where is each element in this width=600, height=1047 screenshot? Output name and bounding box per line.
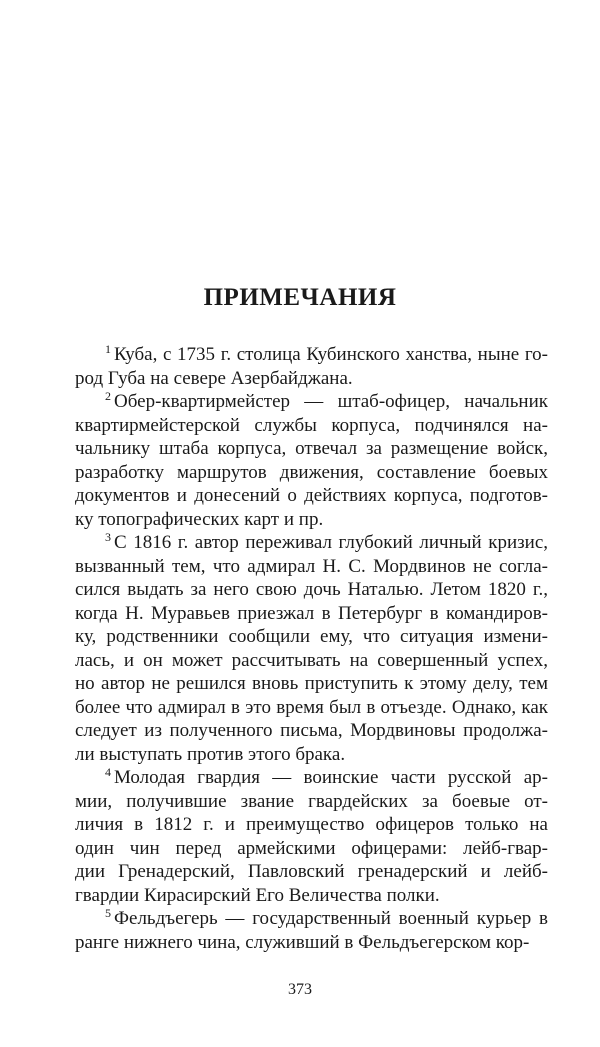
footnote-text: но автор не решился вновь приступить к этому делу, тем [75,673,548,694]
footnote-text: гвардии Кирасирский Его Величества полки. [75,884,440,906]
footnote-number: 1 [105,342,111,356]
footnote-text: Молодая гвардия — воинские части русской ар- [114,767,548,788]
footnote-text: ку, родственники сообщили ему, что ситуация измени- [75,626,548,647]
footnote-line [75,931,548,955]
footnote-line [75,790,548,814]
footnote [75,766,548,907]
page-title: ПРИМЕЧАНИЯ [203,284,397,311]
footnote-line [75,672,548,696]
page-number: 373 [288,981,312,998]
footnote-line [75,343,548,367]
footnote-text: вызванный тем, что адмирал Н. С. Мордвинов не согла- [75,555,548,577]
footnote-line [75,766,548,790]
footnote-line [75,555,548,579]
footnote-text: ранге нижнего чина, служивший в Фельдъегерском кор- [75,931,530,953]
footnote-text: один чин перед армейскими офицерами: лейб-гвар- [75,837,548,859]
footnote-text: дии Гренадерский, Павловский гренадерский и лейб- [75,861,548,882]
footnote-text: ку топографических карт и пр. [75,508,324,530]
footnote-text: личия в 1812 г. и преимущество офицеров только на [75,814,548,835]
footnote-line [75,414,548,438]
footnote-line [75,390,548,414]
footnote-line [75,625,548,649]
footnote-text: квартирмейстерской службы корпуса, подчинялся на- [75,414,548,436]
footnote-line [75,508,548,532]
footnote-text: мии, получившие звание гвардейских за боевые от- [75,790,548,812]
footnote-number: 4 [105,765,111,779]
footnote-text: чальнику штаба корпуса, отвечал за размещение войск, [75,438,548,459]
footnote-line [75,813,548,837]
footnote-text: Обер-квартирмейстер — штаб-офицер, начальник [114,391,548,412]
footnote-text: сился выдать за него свою дочь Наталью. Летом 1820 г., [75,579,548,600]
footnote-text: Фельдъегерь — государственный военный курьер в [114,908,548,929]
footnote-line [75,367,548,391]
footnote-text: когда Н. Муравьев приезжал в Петербург в командиров- [75,602,548,624]
footnote-line [75,531,548,555]
footnote-line [75,484,548,508]
footnote-line [75,837,548,861]
footnote-line [75,884,548,908]
footnote-line [75,719,548,743]
footnote-line [75,743,548,767]
footnote-text: Куба, с 1735 г. столица Кубинского ханства, ныне го- [114,344,548,365]
footnote-number: 5 [105,906,111,920]
footnote [75,907,548,954]
footnote-line [75,602,548,626]
footnote-line [75,860,548,884]
footnote-line [75,696,548,720]
footnote-line [75,907,548,931]
footnote-number: 2 [105,389,111,403]
footnote [75,390,548,531]
footnote-text: более что адмирал в это время был в отъезде. Однако, как [75,696,548,718]
footnote [75,343,548,390]
footnote-text: документов и донесений о действиях корпуса, подготов- [75,485,548,506]
footnote-text: ли выступать против этого брака. [75,743,346,765]
notes-body [75,343,548,954]
footnote-line [75,437,548,461]
footnote-line [75,461,548,485]
footnote-text: разработку маршрутов движения, составление боевых [75,461,548,483]
footnote-text: С 1816 г. автор переживал глубокий личный кризис, [114,532,548,553]
footnote-number: 3 [105,530,111,544]
footnote-text: лась, и он может рассчитывать на совершенный успех, [75,649,548,671]
footnote-line [75,649,548,673]
footnote [75,531,548,766]
footnote-text: род Губа на севере Азербайджана. [75,367,353,389]
footnote-text: следует из полученного письма, Мордвиновы продолжа- [75,720,548,741]
footnote-line [75,578,548,602]
